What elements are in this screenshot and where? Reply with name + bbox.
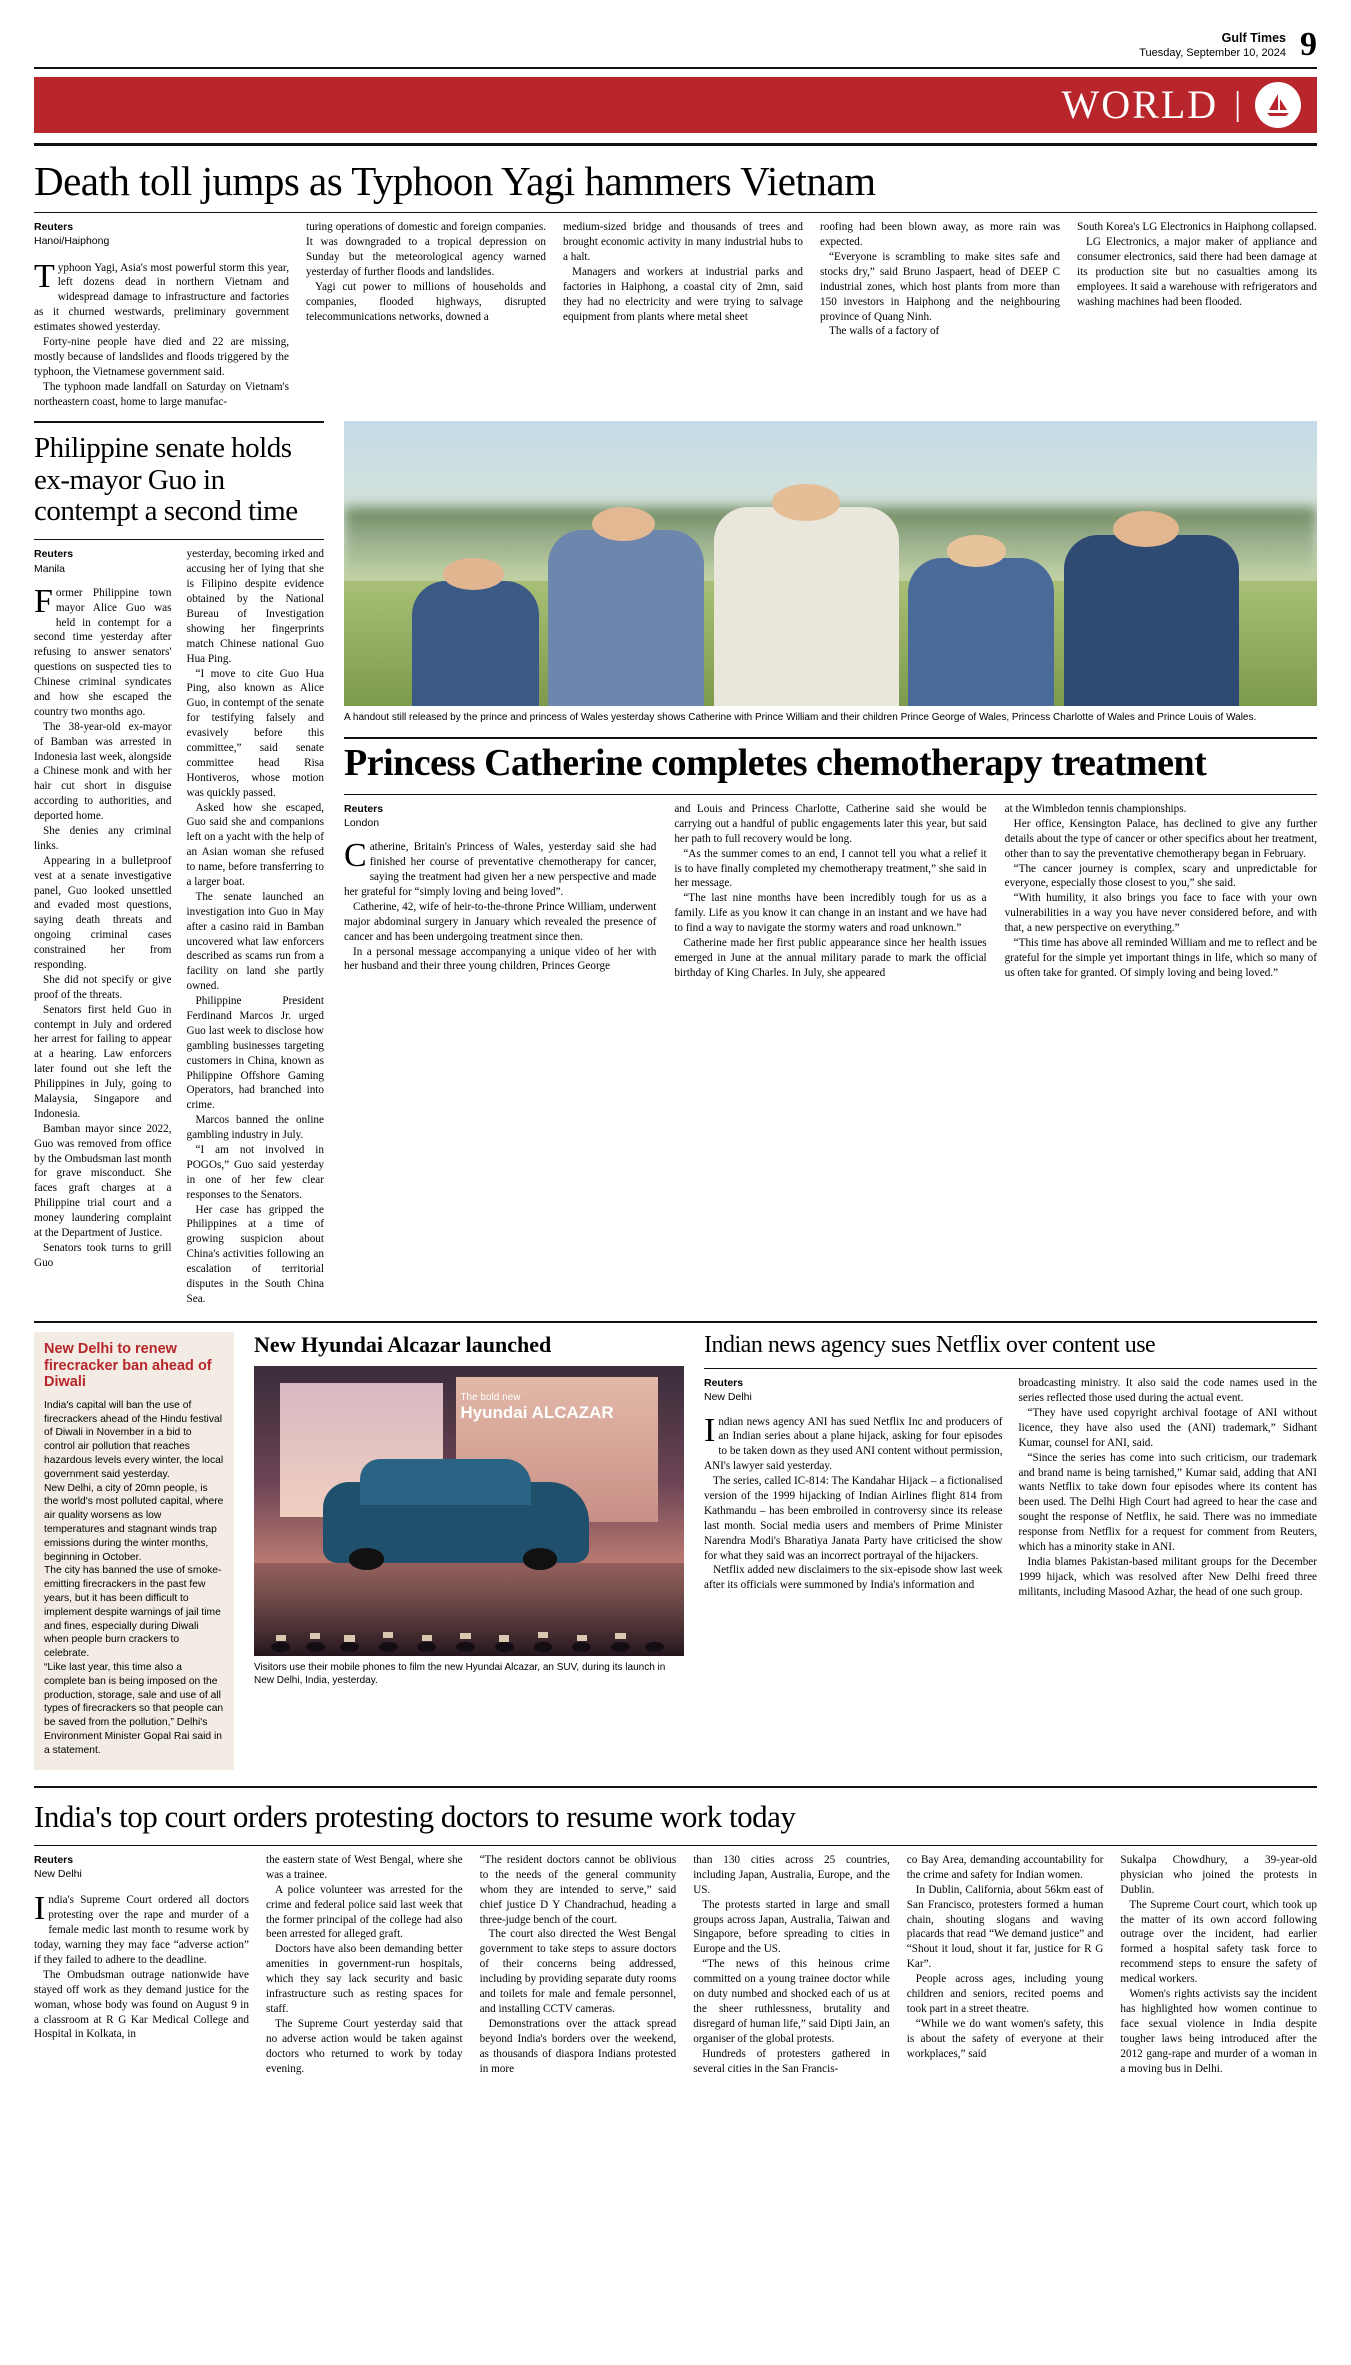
- philippine-headline: Philippine senate holds ex-mayor Guo in contempt a second time: [34, 432, 298, 528]
- phil-byline-agency: Reuters: [34, 548, 74, 561]
- hyundai-screen-text: [460, 1392, 613, 1423]
- royal-family-photo: [344, 421, 1317, 706]
- typhoon-byline: [34, 220, 289, 409]
- delhi-sidebar-headline: New Delhi to renew firecracker ban ahead of Diwali: [44, 1340, 212, 1391]
- byline-agency: Reuters: [34, 221, 74, 234]
- banner-divider: |: [1234, 85, 1241, 123]
- page-number: 9: [1300, 26, 1317, 63]
- netflix-col-1: Indian news agency ANI has sued Netflix Inc and producers of an Indian series about a plane hijack, asking for four episodes to be taken down as they used ANI content without permission, ANI's lawyer said yesterday. The series, called IC-814: The Kandahar Hijack – a fictionalised version of the 1999 hijacking of Indian Airlines flight 814 from Kathmandu – has been embroiled in controversy since its release last month. Social media users and members of Prime Minister Narendra Modi's Bharatiya Janata Party have criticised the show for what they said was an incorrect portrayal of the hijackers. Netflix added new disclaimers to the six-episode show last week after its officials were summoned by India's information and: [704, 1411, 1003, 1592]
- typhoon-col-3: medium-sized bridge and thousands of trees and brought economic activity in many industrial hubs to a halt. Managers and workers at industrial parks and factories in Haiphong, a coastal city of 2mn, said they had no electricity and were trying to salvage equipment from plants where metal sheet: [563, 221, 803, 323]
- netflix-col-2: broadcasting ministry. It also said the code names used in the series reflected those used during the actual event. “They have used copyright archival footage of ANI without licence, they have also used the (ANI) trademark,” Sidhant Kumar, counsel for ANI, said. “Since the series has come into such criticism, our trademark and brand name is being tarnished,” Kumar said, adding that ANI wants Netflix to take down four episodes where its content has been used. The Delhi High Court had agreed to hear the case and sought the response of Netflix, he said. There was no immediate response from Netflix for a request for comment from Reuters, which has a minority stake in ANI. India blames Pakistan-based militant groups for the December 1999 hijack, which was resolved after New Delhi freed three militants, including Masood Azhar, the head of one such group.: [1018, 1377, 1317, 1598]
- story-doctors: [34, 1786, 1317, 2077]
- royal-photo-block: [344, 421, 1317, 725]
- doctors-headline: India's top court orders protesting doctors to resume work today: [34, 1798, 796, 1834]
- typhoon-columns: [34, 212, 1317, 409]
- masthead-info: [1139, 31, 1286, 60]
- typhoon-col-1: Typhoon Yagi, Asia's most powerful storm this year, left dozens dead in northern Vietnam and widespread damage to infrastructure and factories as it churned westwards, preliminary government estimates showed yesterday. Forty-nine people have died and 22 are missing, mostly because of landslides and floods triggered by the typhoon, the Vietnamese government said. The typhoon made landfall on Saturday on Vietnam's northeastern coast, home to large manufac-: [34, 257, 289, 408]
- doctors-byline-agency: Reuters: [34, 1854, 74, 1867]
- doctors-byline-place: New Delhi: [34, 1868, 82, 1881]
- paper-name: Gulf Times: [1221, 31, 1286, 46]
- mid-block: [34, 421, 1317, 1306]
- story-philippine: [34, 421, 324, 1306]
- hyundai-block: [254, 1332, 684, 1770]
- doctors-col-2: the eastern state of West Bengal, where she was a trainee. A police volunteer was arrested for the crime and federal police said last week that the former principal of the college had also been arrested for alleged graft. Doctors have also been demanding better amenities in government-run hospitals, which they say lack security and basic infrastructure such as resting spaces for staff. The Supreme Court yesterday said that no adverse action would be taken against doctors who returned to work by today evening.: [266, 1854, 463, 2075]
- philippine-columns: [34, 539, 324, 1306]
- princess-byline-agency: Reuters: [344, 803, 384, 815]
- doctors-col-4: than 130 cities across 25 countries, including Japan, Australia, Europe, and the US. The protests started in large and small groups across Japan, Australia, Taiwan and Singapore, before spreading to cities in Europe and the US. “The news of this heinous crime committed on a young trainee doctor while on duty numbed and shocked each of us at the sheer ruthlessness, brutality and disregard of human life,” said Dipti Jain, an organiser of the global protests. Hundreds of protesters gathered in several cities in the San Francis-: [693, 1854, 890, 2075]
- typhoon-col-2: turing operations of domestic and foreign companies. It was downgraded to a tropical depression on Sunday but the meteorological agency warned yesterday of further floods and landslides. Yagi cut power to millions of households and companies, flooded highways, disrupted telecommunications networks, downed a: [306, 221, 546, 323]
- hyundai-photo: [254, 1366, 684, 1656]
- section-title: WORLD: [1061, 82, 1219, 128]
- byline-place: Hanoi/Haiphong: [34, 235, 110, 248]
- story-typhoon: [34, 157, 1317, 410]
- doctors-byline-col: [34, 1853, 249, 2076]
- philippine-col-2: yesterday, becoming irked and accusing her of lying that she is Filipino despite evidence obtained by the National Bureau of Investigation showing her fingerprints match Chinese national Guo Hua Ping. “I move to cite Guo Hua Ping, also known as Alice Guo, in contempt of the senate for testifying falsely and evasively before this committee,” said senate committee head Risa Hontiveros, whose motion was quickly passed. Asked how she escaped, Guo said she and companions left on a yacht with the help of an Asian woman she refused to name, before transferring to a larger boat. The senate launched an investigation into Guo in May after a casino raid in Bamban uncovered what law enforcers described as scams run from a facility on land she partly owned. Philippine President Ferdinand Marcos Jr. urged Guo last week to disclose how gambling businesses targeting customers in China, known as Philippine Offshore Gaming Operators, had branched into crime. Marcos banned the online gambling industry in July. “I am not involved in POGOs,” Guo said yesterday in one of her few clear responses to the Senators. Her case has gripped the Philippines at a time of growing suspicion about China's activities following an escalation of territorial disputes in the South China Sea.: [186, 548, 324, 1305]
- right-mid-column: [344, 421, 1317, 1306]
- doctors-columns: [34, 1845, 1317, 2076]
- princess-col-1: Catherine, Britain's Princess of Wales, yesterday said she had finished her course of preventative chemotherapy for cancer, saying the treatment had given her a new perspective and made her grateful for “simply loving and being loved”. Catherine, 42, wife of heir-to-the-throne Prince William, underwent major abdominal surgery in January which revealed the presence of cancer and has been undergoing treatment since then. In a personal message accompanying a unique video of her with her husband and their three young children, Princes George: [344, 837, 657, 973]
- banner-rule: [34, 143, 1317, 146]
- hyundai-car: [323, 1482, 590, 1563]
- masthead: [34, 26, 1317, 69]
- hyundai-crowd: [254, 1563, 684, 1656]
- doctors-col-3: “The resident doctors cannot be oblivious to the needs of the general community whom they are intended to serve,” said chief justice D Y Chandrachud, heading a three-judge bench of the court. The court also directed the West Bengal government to take steps to assure doctors of their concerns being addressed, including by providing separate duty rooms and toilets for male and female personnel, and installing CCTV cameras. Demonstrations over the attack spread beyond India's borders over the weekend, as thousands of diaspora Indians protested in more: [479, 1854, 677, 2075]
- princess-columns: [344, 794, 1317, 981]
- section-banner: [34, 77, 1317, 133]
- typhoon-col-5: South Korea's LG Electronics in Haiphong collapsed. LG Electronics, a major maker of appliance and consumer electronics, said there had been damage at its production site but no casualties among its employees. It said a warehouse with refrigerators and washing machines had been flooded.: [1077, 221, 1317, 308]
- hyundai-caption: Visitors use their mobile phones to film the new Hyundai Alcazar, an SUV, during its launch in New Delhi, India, yesterday.: [254, 1661, 666, 1687]
- philippine-col-1: Former Philippine town mayor Alice Guo was held in contempt for a second time yesterday after refusing to answer senators' questions on suspected ties to Chinese criminal syndicates and how she escaped the country two months ago. The 38-year-old ex-mayor of Bamban was arrested in Indonesia last week, alongside a Chinese monk and with her hair cut short in disguise according to authorities, and deported home. She denies any criminal links. Appearing in a bulletproof vest at a senate investigative panel, Guo looked unsettled and evaded most questions, saying death threats and ongoing criminal cases constrained her from responding. She did not specify or give proof of the threats. Senators first held Guo in contempt in July and ordered her arrest for failing to appear at a hearing. Law enforcers later found out she left the Philippines in July, going to Malaysia, Singapore and Indonesia. Bamban mayor since 2022, Guo was removed from office by the Ombudsman last month for grave misconduct. She faces graft charges at a Philippine trial court and a money laundering complaint at the Department of Justice. Senators took turns to grill Guo: [34, 582, 172, 1269]
- princess-col-3: at the Wimbledon tennis championships. Her office, Kensington Palace, has declined to give any further details about the type of cancer or other specifics about her treatment, other than to say the preventative chemotherapy began in February. “The cancer journey is complex, scary and unpredictable for everyone, especially those closest to you,” she said. “With humility, it also brings you face to face with your own vulnerabilities in a way you have never considered before, and with that, a new perspective on everything.” “This time has above all reminded William and me to reflect and be grateful for the simple yet important things in life, which so many of us often take for granted. Of simply loving and being loved.”: [1004, 803, 1317, 979]
- netflix-byline-place: New Delhi: [704, 1391, 752, 1404]
- royal-photo-caption: A handout still released by the prince and princess of Wales yesterday shows Catherine with Prince William and their children Prince George of Wales, Princess Charlotte of Wales and Prince Louis of Wales.: [344, 712, 1257, 724]
- sailboat-icon: [1255, 82, 1301, 128]
- hyundai-headline: New Hyundai Alcazar launched: [254, 1331, 552, 1357]
- netflix-byline-agency: Reuters: [704, 1377, 744, 1390]
- hyundai-screen-brand: The bold new: [460, 1391, 521, 1403]
- publication-date: Tuesday, September 10, 2024: [1139, 46, 1286, 59]
- delhi-sidebar-text: India's capital will ban the use of firecrackers ahead of the Hindu festival of Diwali in November in a bid to control air pollution that reaches hazardous levels every winter, the local government said yesterday. New Delhi, a city of 20mn people, is the world's most polluted capital, where air quality worsens as low temperatures and stagnant winds trap emissions during the winter months, beginning in October. The city has banned the use of smoke-emitting firecrackers in the past few years, but it has been difficult to implement despite warnings of jail time and fines, especially during Diwali when people burn crackers to celebrate. “Like last year, this time also a complete ban is being imposed on the production, storage, sale and use of all types of firecrackers so that people can be saved from the pollution,” Delhi's Environment Minister Gopal Rai said in a statement.: [44, 1399, 224, 1756]
- third-band: [34, 1321, 1317, 1770]
- typhoon-headline: Death toll jumps as Typhoon Yagi hammers Vietnam: [34, 157, 876, 204]
- princess-col-2: and Louis and Princess Charlotte, Catherine said she would be carrying out a handful of public engagements later this year, but said her path to full recovery would be long. “As the summer comes to an end, I cannot tell you what a relief it is to have finally completed my chemotherapy treatment,” she said in her message. “The last nine months have been incredibly tough for us as a family. Life as you know it can change in an instant and we have had to find a way to navigate the stormy waters and road unknown.” Catherine made her first public appearance since her health issues emerged in June at the annual military parade to mark the official birthday of King Charles. In July, she appeared: [674, 803, 987, 979]
- doctors-col-1: India's Supreme Court ordered all doctors protesting over the rape and murder of a female medic last month to resume work by today, warning they may face “adverse action” if they failed to adhere to the deadline. The Ombudsman outrage nationwide have stayed off work as they demand justice for the woman, whose body was found on August 9 in a classroom at R G Kar Medical College and Hospital in Kolkata, in: [34, 1890, 249, 2041]
- sidebar-delhi-firecracker: [34, 1332, 234, 1770]
- story-princess: [344, 737, 1317, 981]
- doctors-col-5: co Bay Area, demanding accountability for the crime and safety for Indian women. In Dublin, California, about 56km east of San Francisco, protesters formed a human chain, shouting slogans and waving placards that read “We demand justice” and “Shout it loud, shout it far, justice for R G Kar”. People across ages, including young children and seniors, recited poems and took part in a street theatre. “While we do want women's safety, this is about the safety of everyone at their workplaces,” said: [906, 1854, 1104, 2060]
- netflix-columns: [704, 1368, 1317, 1599]
- princess-headline: Princess Catherine completes chemotherapy treatment: [344, 741, 1207, 784]
- typhoon-col-4: roofing had been blown away, as more rain was expected. “Everyone is scrambling to make sites safe and stocks dry,” said Bruno Jaspaert, head of DEEP C industrial zones, which host plants from more than 150 investors in Haiphong and the neighbouring province of Quang Ninh. The walls of a factory of: [820, 221, 1060, 338]
- story-netflix: [704, 1332, 1317, 1770]
- princess-byline-place: London: [344, 817, 380, 830]
- princess-top-rule: [344, 737, 1317, 739]
- phil-byline-place: Manila: [34, 562, 65, 575]
- hyundai-screen-model: Hyundai ALCAZAR: [460, 1402, 614, 1422]
- netflix-headline: Indian news agency sues Netflix over content use: [704, 1331, 1156, 1358]
- doctors-col-6: Sukalpa Chowdhury, a 39-year-old physician who joined the protests in Dublin. The Supreme Court court, which took up the matter of its own accord following outrage over the incident, had earlier formed a hospital safety task force to recommend steps to ensure the safety of medical workers. Women's rights activists say the incident has highlighted how women continue to face sexual violence in India despite tougher laws being introduced after the 2012 gang-rape and murder of a woman in a moving bus in Delhi.: [1120, 1854, 1317, 2075]
- phil-top-rule: [34, 421, 324, 423]
